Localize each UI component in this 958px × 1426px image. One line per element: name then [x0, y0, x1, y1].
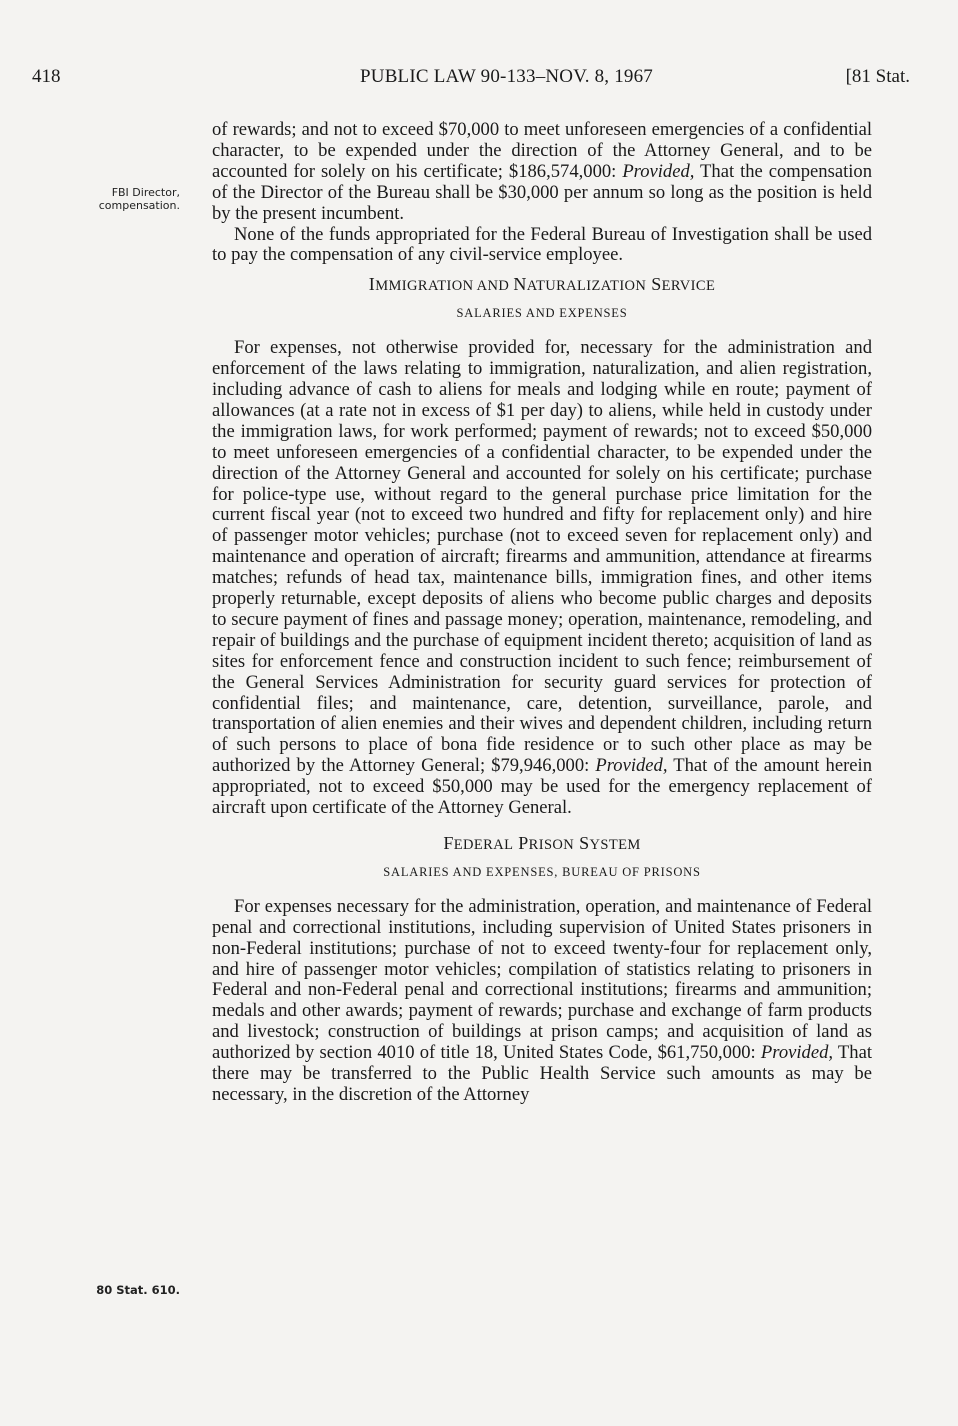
paragraph-civil-service: None of the funds appropriated for the Federal Bureau of Investigation shall be used to pay the compensation of any civil-service employee.: [212, 223, 872, 266]
heading-rest: MMIGRATION: [375, 278, 474, 295]
subheading-fps: SALARIES AND EXPENSES, BUREAU OF PRISONS: [383, 864, 701, 879]
heading-rest: ERVICE: [661, 278, 716, 295]
heading-initial: F: [443, 833, 454, 853]
paragraph-fps: [212, 897, 872, 1106]
margin-note-fbi-director: [40, 186, 180, 212]
margin-note-line: compensation.: [98, 199, 180, 212]
header-title: PUBLIC LAW 90-133–NOV. 8, 1967: [360, 66, 654, 87]
text-run: of rewards; and not to exceed $70,000 to meet unforeseen emergencies of a confidential character, to be expended under the direction of the Attorney General, and to be accounted for solely on his certificate; $186,574,000:: [212, 119, 872, 182]
running-header: [30, 66, 910, 96]
provided-italic: Provided,: [595, 755, 668, 777]
heading-rest: EDERAL: [453, 837, 514, 853]
text-run: For expenses, not otherwise provided for, necessary for the administration and enforcement of the laws relating to immigration, naturalization, and alien registration, including advance of cash to aliens for meals and lodging while en route; payment of allowances (at a rate not in excess of $1 per day) to aliens, while held in custody under the immigration laws, for work performed; payment of rewards; not to exceed $50,000 to meet unforeseen emergencies of a confidential character, to be expended under the direction of the Attorney General and accounted for solely on his certificate; purchase for police-type use, without regard to the general purchase price limitation for the current fiscal year (not to exceed two hundred and fifty for replacement only) and hire of passenger motor vehicles; purchase (not to exceed seven for replacement only) and maintenance and operation of aircraft; firearms and ammunition, attendance at firearms matches; refunds of head tax, maintenance bills, immigration fines, and other items properly returnable, except deposits of aliens who become public charges and deposits to secure payment of fines and passage money; operation, maintenance, remodeling, and repair of buildings and the purchase of equipment incident thereto; acquisition of land as sites for enforcement fence and construction incident to such fence; reimbursement of the General Services Administration for security guard services for protection of confidential files; and maintenance, care, detention, surveillance, parole, and transportation of alien enemies and their wives and dependent children, including return of such persons to place of bona fide residence or to such other place as may be authorized by the Attorney General; $79,946,000:: [212, 337, 872, 777]
body-text: [212, 120, 872, 1106]
text-run: For expenses necessary for the administration, operation, and maintenance of Federal penal and correctional institutions, including supervision of United States prisoners in non-Federal institutions; purchase of not to exceed twenty-four for replacement only, and hire of passenger motor vehicles; compilation of statistics relating to prisoners in Federal and non-Federal penal and correctional institutions; firearms and ammunition; medals and other awards; payment of rewards; purchase and exchange of farm products and livestock; construction of buildings at prison camps; and acquisition of land as authorized by section 4010 of title 18, United States Code, $61,750,000:: [212, 895, 872, 1064]
heading-rest: AND: [473, 278, 514, 295]
heading-initial: S: [574, 833, 590, 853]
section-heading-fps: [212, 833, 872, 856]
header-stat: [81 Stat.: [845, 66, 910, 87]
section-heading-ins: [212, 274, 872, 297]
margin-note-stat-ref: 80 Stat. 610.: [96, 1283, 180, 1297]
heading-initial: N: [513, 274, 527, 295]
heading-initial: S: [646, 274, 662, 295]
text-run: That the compensation of the Director of the Bureau shall be $30,000 per annum so long as the position is held by the present incumbent.: [212, 160, 873, 224]
subheading-ins: SALARIES AND EXPENSES: [456, 306, 628, 321]
text-run: That there may be transferred to the Public Health Service such amounts as may be necessary, in the discretion of the Attorney: [212, 1042, 872, 1105]
provided-italic: Provided,: [622, 160, 695, 182]
page-number: 418: [32, 66, 61, 87]
heading-rest: YSTEM: [589, 837, 641, 853]
heading-initial: P: [513, 833, 529, 853]
heading-rest: ATURALIZATION: [526, 278, 647, 295]
heading-initial: I: [368, 274, 376, 295]
paragraph-fbi-continued: [212, 120, 872, 225]
heading-rest: RISON: [528, 837, 575, 853]
text-run: That of the amount herein appropriated, not to exceed $50,000 may be used for the emergency replacement of aircraft upon certificate of the Attorney General.: [212, 755, 872, 819]
margin-note-line: FBI Director,: [111, 186, 180, 199]
provided-italic: Provided,: [760, 1042, 834, 1064]
paragraph-ins: [212, 338, 872, 819]
